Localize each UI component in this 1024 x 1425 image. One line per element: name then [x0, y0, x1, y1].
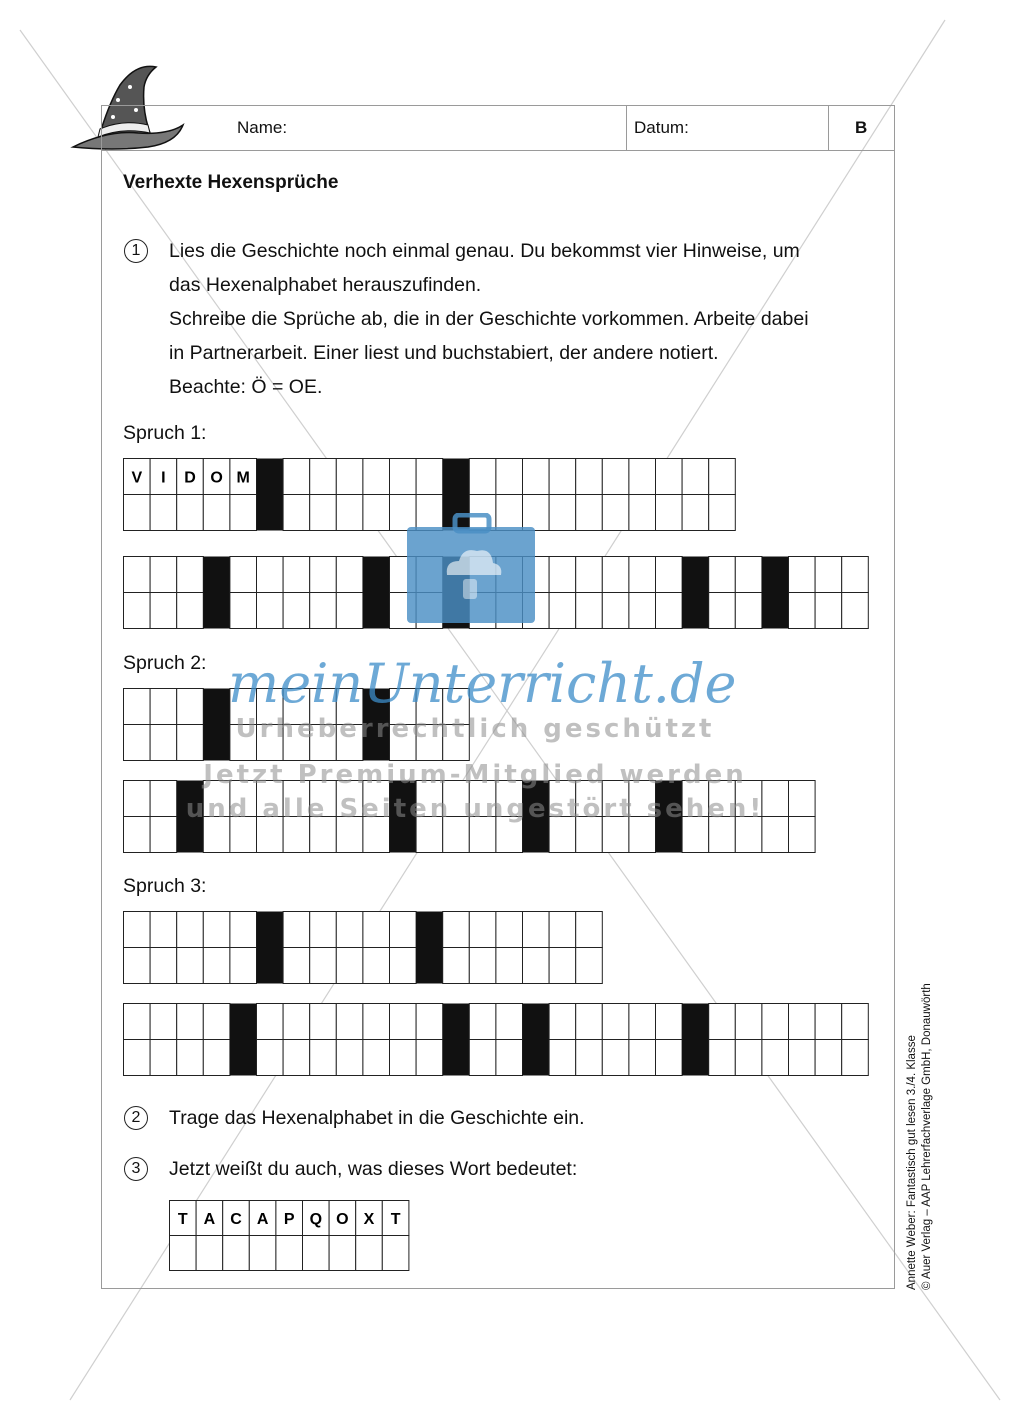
letter-cell[interactable]: [283, 948, 310, 984]
letter-cell[interactable]: [124, 1040, 151, 1076]
watermark-text: Urheberrechtlich geschützt: [235, 714, 715, 744]
letter-cell[interactable]: [576, 1040, 603, 1076]
letter-cell[interactable]: [815, 1004, 842, 1040]
letter-cell[interactable]: [416, 459, 443, 495]
letter-cell[interactable]: [842, 593, 869, 629]
letter-cell[interactable]: [735, 593, 762, 629]
letter-cell[interactable]: [390, 459, 417, 495]
letter-cell[interactable]: [469, 912, 496, 948]
letter-cell[interactable]: [310, 948, 337, 984]
letter-cell[interactable]: [549, 459, 576, 495]
letter-cell[interactable]: [150, 1004, 177, 1040]
letter-cell[interactable]: [602, 557, 629, 593]
letter-cell[interactable]: [815, 557, 842, 593]
letter-cell[interactable]: [629, 1004, 656, 1040]
letter-cell[interactable]: [124, 557, 151, 593]
word-grid: [169, 1200, 410, 1272]
letter-cell[interactable]: [283, 912, 310, 948]
letter-cell[interactable]: [469, 948, 496, 984]
letter-cell[interactable]: [177, 948, 204, 984]
given-letter: P: [283, 1211, 295, 1228]
letter-cell[interactable]: [363, 495, 390, 531]
letter-cell[interactable]: [203, 495, 230, 531]
letter-cell[interactable]: [443, 948, 470, 984]
letter-cell[interactable]: [310, 495, 337, 531]
given-letter: O: [336, 1211, 349, 1228]
letter-cell[interactable]: [602, 1040, 629, 1076]
letter-cell[interactable]: [390, 1004, 417, 1040]
letter-cell[interactable]: [789, 817, 816, 853]
letter-cell[interactable]: [150, 948, 177, 984]
letter-cell[interactable]: [177, 495, 204, 531]
letter-cell[interactable]: [363, 948, 390, 984]
letter-cell[interactable]: [230, 948, 257, 984]
letter-cell[interactable]: [656, 557, 683, 593]
spell-grid: [123, 1003, 870, 1077]
watermark-text: Jetzt Premium-Mitglied werden: [203, 760, 747, 790]
letter-cell[interactable]: [523, 459, 550, 495]
given-letter: O: [210, 469, 223, 487]
letter-cell[interactable]: [310, 557, 337, 593]
letter-cell[interactable]: [336, 1004, 363, 1040]
letter-cell[interactable]: [549, 948, 576, 984]
briefcase-cloud-icon: [405, 513, 537, 625]
letter-cell[interactable]: [416, 1004, 443, 1040]
letter-cell[interactable]: [576, 495, 603, 531]
date-label: Datum:: [634, 118, 689, 137]
letter-cell[interactable]: [842, 1040, 869, 1076]
letter-cell[interactable]: [283, 495, 310, 531]
letter-cell[interactable]: [735, 557, 762, 593]
letter-cell[interactable]: [656, 495, 683, 531]
letter-cell[interactable]: [177, 1004, 204, 1040]
letter-cell[interactable]: [150, 1040, 177, 1076]
letter-cell[interactable]: [709, 593, 736, 629]
letter-cell[interactable]: [789, 593, 816, 629]
header-divider: [828, 105, 829, 151]
letter-cell[interactable]: [469, 1004, 496, 1040]
letter-cell[interactable]: [549, 1040, 576, 1076]
letter-cell[interactable]: [602, 593, 629, 629]
letter-cell[interactable]: [124, 948, 151, 984]
letter-cell[interactable]: [576, 948, 603, 984]
letter-cell[interactable]: [124, 689, 151, 725]
letter-cell[interactable]: [283, 593, 310, 629]
level-badge: B: [855, 118, 868, 137]
given-letter: A: [203, 1211, 216, 1228]
letter-cell[interactable]: [336, 557, 363, 593]
letter-cell[interactable]: [416, 1040, 443, 1076]
letter-cell[interactable]: [329, 1236, 356, 1271]
letter-cell[interactable]: [150, 725, 177, 761]
letter-cell[interactable]: [230, 557, 257, 593]
letter-cell[interactable]: [336, 459, 363, 495]
given-letter: D: [184, 469, 196, 487]
task-number: 2: [124, 1106, 148, 1130]
spell-grid: [123, 911, 604, 985]
letter-cell[interactable]: [283, 1040, 310, 1076]
letter-cell[interactable]: [815, 593, 842, 629]
letter-cell[interactable]: [682, 459, 709, 495]
letter-cell[interactable]: [549, 593, 576, 629]
task-text: Beachte: Ö = OE.: [169, 376, 323, 398]
letter-cell[interactable]: [762, 1040, 789, 1076]
letter-cell[interactable]: [363, 912, 390, 948]
letter-cell[interactable]: [576, 1004, 603, 1040]
letter-cell[interactable]: [363, 459, 390, 495]
letter-cell[interactable]: [124, 781, 151, 817]
task-text: Trage das Hexenalphabet in die Geschichte ein.: [169, 1107, 585, 1129]
letter-cell[interactable]: [310, 912, 337, 948]
credit-line: © Auer Verlag – AAP Lehrerfachverlage GmbH, Donauwörth: [921, 983, 933, 1290]
letter-cell[interactable]: [150, 557, 177, 593]
letter-cell[interactable]: [363, 1004, 390, 1040]
letter-cell[interactable]: [170, 1236, 197, 1271]
task-text: Schreibe die Sprüche ab, die in der Geschichte vorkommen. Arbeite dabei: [169, 308, 809, 330]
letter-cell[interactable]: [356, 1236, 383, 1271]
letter-cell[interactable]: [576, 459, 603, 495]
word-gap-bar: [257, 912, 284, 984]
letter-cell[interactable]: [789, 1004, 816, 1040]
letter-cell[interactable]: [203, 912, 230, 948]
letter-cell[interactable]: [629, 557, 656, 593]
letter-cell[interactable]: [842, 557, 869, 593]
credit-line: Annette Weber: Fantastisch gut lesen 3./4. Klasse: [906, 1035, 918, 1290]
letter-cell[interactable]: [709, 459, 736, 495]
letter-cell[interactable]: [815, 1040, 842, 1076]
letter-cell[interactable]: [496, 459, 523, 495]
letter-cell[interactable]: [656, 459, 683, 495]
page-title: Verhexte Hexensprüche: [123, 172, 339, 193]
letter-cell[interactable]: [230, 593, 257, 629]
letter-cell[interactable]: [656, 1040, 683, 1076]
letter-cell[interactable]: [124, 817, 151, 853]
spell-label: Spruch 2:: [123, 652, 207, 674]
task-text: Jetzt weißt du auch, was dieses Wort bedeutet:: [169, 1158, 578, 1180]
letter-cell[interactable]: [336, 948, 363, 984]
letter-cell[interactable]: [735, 1040, 762, 1076]
letter-cell[interactable]: [682, 495, 709, 531]
header-bar: [101, 105, 895, 151]
letter-cell[interactable]: [230, 495, 257, 531]
letter-cell[interactable]: [230, 912, 257, 948]
letter-cell[interactable]: [177, 1040, 204, 1076]
letter-cell[interactable]: [390, 948, 417, 984]
letter-cell[interactable]: [789, 557, 816, 593]
letter-cell[interactable]: [709, 557, 736, 593]
letter-cell[interactable]: [336, 495, 363, 531]
task-number: 3: [124, 1157, 148, 1181]
letter-cell[interactable]: [602, 1004, 629, 1040]
letter-cell[interactable]: [629, 495, 656, 531]
header-divider: [626, 105, 627, 151]
letter-cell[interactable]: [390, 912, 417, 948]
letter-cell[interactable]: [496, 948, 523, 984]
letter-cell[interactable]: [124, 725, 151, 761]
letter-cell[interactable]: [310, 1004, 337, 1040]
letter-cell[interactable]: [310, 459, 337, 495]
letter-cell[interactable]: [249, 1236, 276, 1271]
letter-cell[interactable]: [310, 1040, 337, 1076]
letter-cell[interactable]: [257, 593, 284, 629]
letter-cell[interactable]: [203, 1004, 230, 1040]
letter-cell[interactable]: [257, 1004, 284, 1040]
letter-cell[interactable]: [177, 557, 204, 593]
letter-cell[interactable]: [124, 1004, 151, 1040]
spell-label: Spruch 3:: [123, 875, 207, 897]
letter-cell[interactable]: [177, 912, 204, 948]
letter-cell[interactable]: [469, 459, 496, 495]
letter-cell[interactable]: [177, 593, 204, 629]
watermark-url: meinUnterricht.de: [228, 652, 737, 715]
letter-cell[interactable]: [789, 1040, 816, 1076]
letter-cell[interactable]: [257, 1040, 284, 1076]
word-gap-bar: [230, 1004, 257, 1076]
task-text: Lies die Geschichte noch einmal genau. Du bekommst vier Hinweise, um: [169, 240, 800, 262]
letter-cell[interactable]: [124, 912, 151, 948]
letter-cell[interactable]: [443, 912, 470, 948]
letter-cell[interactable]: [390, 1040, 417, 1076]
letter-cell[interactable]: [196, 1236, 223, 1271]
letter-cell[interactable]: [549, 495, 576, 531]
letter-cell[interactable]: [709, 495, 736, 531]
word-gap-bar: [682, 557, 709, 629]
letter-cell[interactable]: [124, 593, 151, 629]
letter-cell[interactable]: [303, 1236, 330, 1271]
given-letter: Q: [309, 1211, 323, 1228]
letter-cell[interactable]: [150, 495, 177, 531]
letter-cell[interactable]: [223, 1236, 250, 1271]
letter-cell[interactable]: [469, 1040, 496, 1076]
word-gap-bar: [762, 557, 789, 629]
letter-cell[interactable]: [523, 948, 550, 984]
letter-cell[interactable]: [549, 557, 576, 593]
letter-cell[interactable]: [629, 1040, 656, 1076]
letter-cell[interactable]: [310, 593, 337, 629]
letter-cell[interactable]: [283, 557, 310, 593]
given-letter: M: [236, 469, 250, 487]
word-gap-bar: [203, 557, 230, 629]
letter-cell[interactable]: [576, 557, 603, 593]
letter-cell[interactable]: [150, 689, 177, 725]
letter-cell[interactable]: [709, 1040, 736, 1076]
name-label: Name:: [237, 118, 288, 137]
letter-cell[interactable]: [203, 948, 230, 984]
letter-cell[interactable]: [124, 495, 151, 531]
letter-cell[interactable]: [150, 912, 177, 948]
letter-cell[interactable]: [150, 817, 177, 853]
word-gap-bar: [416, 912, 443, 984]
word-gap-bar: [523, 1004, 550, 1076]
letter-cell[interactable]: [496, 1004, 523, 1040]
word-gap-bar: [257, 459, 284, 531]
given-letter: C: [230, 1211, 242, 1228]
given-letter: X: [363, 1211, 375, 1228]
letter-cell[interactable]: [735, 1004, 762, 1040]
letter-cell[interactable]: [336, 912, 363, 948]
task-number: 1: [124, 239, 148, 263]
letter-cell[interactable]: [523, 912, 550, 948]
letter-cell[interactable]: [602, 495, 629, 531]
letter-cell[interactable]: [629, 459, 656, 495]
letter-cell[interactable]: [257, 557, 284, 593]
word-gap-bar: [363, 557, 390, 629]
letter-cell[interactable]: [656, 1004, 683, 1040]
letter-cell[interactable]: [549, 1004, 576, 1040]
given-letter: I: [161, 469, 166, 487]
letter-cell[interactable]: [656, 593, 683, 629]
letter-cell[interactable]: [283, 459, 310, 495]
letter-cell[interactable]: [336, 593, 363, 629]
letter-cell[interactable]: [576, 593, 603, 629]
letter-cell[interactable]: [709, 1004, 736, 1040]
task-text: das Hexenalphabet herauszufinden.: [169, 274, 482, 296]
spell-label: Spruch 1:: [123, 422, 207, 444]
task-text: in Partnerarbeit. Einer liest und buchstabiert, der andere notiert.: [169, 342, 719, 364]
letter-cell[interactable]: [602, 459, 629, 495]
given-letter: T: [177, 1211, 188, 1228]
letter-cell[interactable]: [496, 1040, 523, 1076]
letter-cell[interactable]: [283, 1004, 310, 1040]
letter-cell[interactable]: [842, 1004, 869, 1040]
letter-cell[interactable]: [496, 912, 523, 948]
letter-cell[interactable]: [276, 1236, 303, 1271]
letter-cell[interactable]: [789, 781, 816, 817]
given-letter: T: [390, 1211, 401, 1228]
letter-cell[interactable]: [629, 593, 656, 629]
given-letter: V: [131, 469, 143, 487]
given-letter: A: [256, 1211, 269, 1228]
letter-cell[interactable]: [150, 593, 177, 629]
letter-cell[interactable]: [150, 781, 177, 817]
word-gap-bar: [443, 1004, 470, 1076]
letter-cell[interactable]: [363, 1040, 390, 1076]
letter-cell[interactable]: [576, 912, 603, 948]
letter-cell[interactable]: [203, 1040, 230, 1076]
copyright-credit: [905, 930, 935, 1290]
letter-cell[interactable]: [382, 1236, 409, 1271]
letter-cell[interactable]: [336, 1040, 363, 1076]
letter-cell[interactable]: [762, 1004, 789, 1040]
watermark-text: und alle Seiten ungestört sehen!: [185, 794, 765, 824]
letter-cell[interactable]: [549, 912, 576, 948]
word-gap-bar: [682, 1004, 709, 1076]
